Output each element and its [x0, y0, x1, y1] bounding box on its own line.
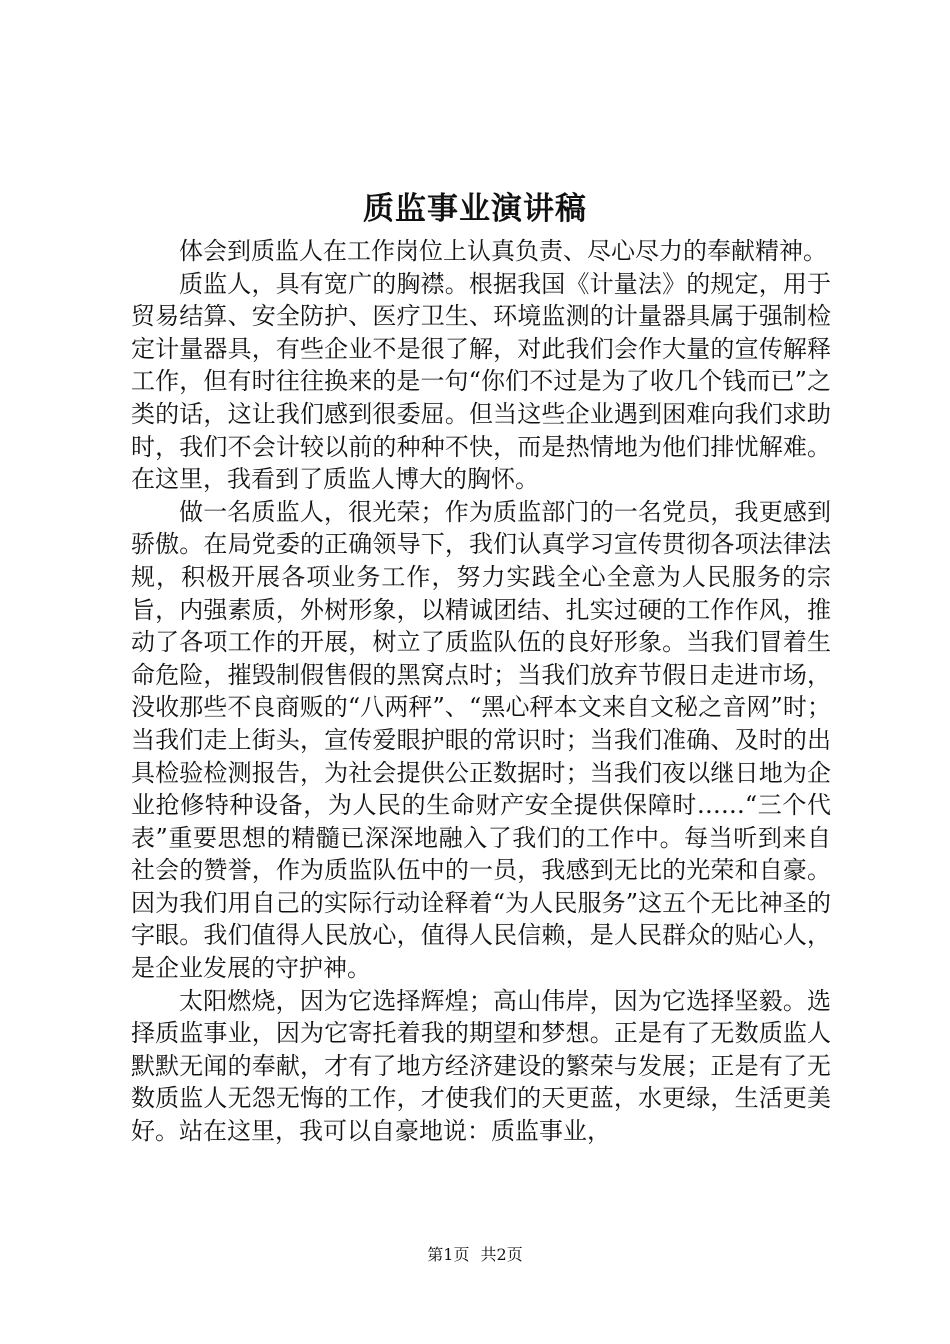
page-footer — [0, 1244, 950, 1266]
page-number: 第1页 — [427, 1245, 470, 1264]
paragraph: 做一名质监人，很光荣；作为质监部门的一名党员，我更感到骄傲。在局党委的正确领导下，我们认真学习宣传贯彻各项法律法规，积极开展各项业务工作，努力实践全心全意为人民服务的宗旨，内强素质，外树形象，以精诚团结、扎实过硬的工作作风，推动了各项工作的开展，树立了质监队伍的良好形象。当我们冒着生命危险，摧毁制假售假的黑窝点时；当我们放弃节假日走进市场，没收那些不良商贩的“八两秤”、“黑心秤本文来自文秘之音网”时；当我们走上街头，宣传爱眼护眼的常识时；当我们准确、及时的出具检验检测报告，为社会提供公正数据时；当我们夜以继日地为企业抢修特种设备，为人民的生命财产安全提供保障时……“三个代表”重要思想的精髓已深深地融入了我们的工作中。每当听到来自社会的赞誉，作为质监队伍中的一员，我感到无比的光荣和自豪。因为我们用自己的实际行动诠释着“为人民服务”这五个无比神圣的字眼。我们值得人民放心，值得人民信赖，是人民群众的贴心人，是企业发展的守护神。 — [131, 497, 831, 983]
paragraph: 太阳燃烧，因为它选择辉煌；高山伟岸，因为它选择坚毅。选择质监事业，因为它寄托着我的期望和梦想。正是有了无数质监人默默无闻的奉献，才有了地方经济建设的繁荣与发展；正是有了无数质监人无怨无悔的工作，才使我们的天更蓝，水更绿，生活更美好。站在这里，我可以自豪地说：质监事业， — [131, 986, 831, 1146]
page-title: 质监事业演讲稿 — [363, 191, 587, 227]
paragraph: 体会到质监人在工作岗位上认真负责、尽心尽力的奉献精神。 — [179, 237, 827, 265]
document-body — [131, 235, 831, 1148]
paragraph: 质监人，具有宽广的胸襟。根据我国《计量法》的规定，用于贸易结算、安全防护、医疗卫生、环境监测的计量器具属于强制检定计量器具，有些企业不是很了解，对此我们会作大量的宣传解释工作，但有时往往换来的是一句“你们不过是为了收几个钱而已”之类的话，这让我们感到很委屈。但当这些企业遇到困难向我们求助时，我们不会计较以前的种种不快，而是热情地为他们排忧解难。在这里，我看到了质监人博大的胸怀。 — [131, 269, 831, 494]
page-total: 共2页 — [480, 1245, 523, 1264]
